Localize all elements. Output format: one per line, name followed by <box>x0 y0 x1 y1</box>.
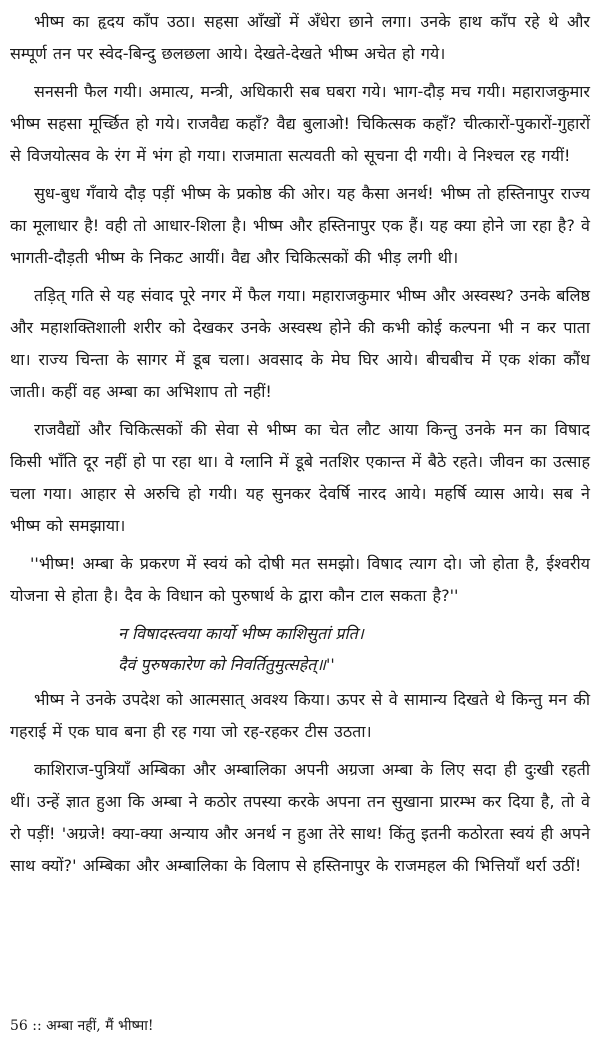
paragraph-quote: ''भीष्म! अम्बा के प्रकरण में स्वयं को दोषी मत समझो। विषाद त्याग दो। जो होता है, ईश्वरीय योजना से होता है। दैव के विधान को पुरुषार्थ के द्वारा कौन टाल सकता है?'' <box>10 554 590 605</box>
paragraph-8: काशिराज-पुत्रियाँ अम्बिका और अम्बालिका अपनी अग्रजा अम्बा के लिए सदा ही दुःखी रहती थीं। उन्हें ज्ञात हुआ कि अम्बा ने कठोर तपस्या करके अपना तन सुखाना प्रारम्भ कर दिया है, तो वे रो पड़ीं! 'अग्रजे! क्या-क्या अन्याय और अनर्थ न हुआ तेरे साथ! किंतु इतनी कठोरता स्वयं ही अपने साथ क्यों?' अम्बिका और अम्बालिका के विलाप से हस्तिनापुर के राजमहल की भित्तियाँ थर्रा उठीं! <box>10 760 590 875</box>
paragraph-1: भीष्म का हृदय काँप उठा। सहसा आँखों में अँधेरा छाने लगा। उनके हाथ काँप रहे थे और सम्पूर्ण तन पर स्वेद-बिन्दु छलछला आये। देखते-देखते भीष्म अचेत हो गये। <box>10 12 590 63</box>
paragraph-3: सुध-बुध गँवाये दौड़ पड़ीं भीष्म के प्रकोष्ठ की ओर। यह कैसा अनर्थ! भीष्म तो हस्तिनापुर राज्य का मूलाधार है! वही तो आधार-शिला है। भीष्म और हस्तिनापुर एक हैं। यह क्या होने जा रहा है? वे भागती-दौड़ती भीष्म के निकट आयीं। वैद्य और चिकित्सकों की भीड़ लगी थी। <box>10 184 590 267</box>
paragraph-5: राजवैद्यों और चिकित्सकों की सेवा से भीष्म का चेत लौट आया किन्तु उनके मन का विषाद किसी भाँति दूर नहीं हो पा रहा था। वे ग्लानि में डूबे नतशिर एकान्त में बैठे रहते। जीवन का उत्साह चला गया। आहार से अरुचि हो गयी। यह सुनकर देवर्षि नारद आये। महर्षि व्यास आये। सब ने भीष्म को समझाया। <box>10 420 590 535</box>
sanskrit-verse <box>10 618 590 680</box>
paragraph-7: भीष्म ने उनके उपदेश को आत्मसात् अवश्य किया। ऊपर से वे सामान्य दिखते थे किन्तु मन की गहराई में एक घाव बना ही रह गया जो रह-रहकर टीस उठता। <box>10 690 590 741</box>
paragraph-4: तड़ित् गति से यह संवाद पूरे नगर में फैल गया। महाराजकुमार भीष्म और अस्वस्थ? उनके बलिष्ठ और महाशक्तिशाली शरीर को देखकर उनके अस्वस्थ होने की कभी कोई कल्पना भी न कर पाता था। राज्य चिन्ता के सागर में डूब चला। अवसाद के मेघ घिर आये। बीचबीच में एक शंका कौंध जाती। कहीं वह अम्बा का अभिशाप तो नहीं! <box>10 286 590 401</box>
paragraph-2: सनसनी फैल गयी। अमात्य, मन्त्री, अधिकारी सब घबरा गये। भाग-दौड़ मच गयी। महाराजकुमार भीष्म सहसा मूर्च्छित हो गये। राजवैद्य कहाँ? वैद्य बुलाओ! चिकित्सक कहाँ? चीत्कारों-पुकारों-गुहारों से विजयोत्सव के रंग में भंग हो गया। राजमाता सत्यवती को सूचना दी गयी। वे निश्चल रह गयीं! <box>10 82 590 165</box>
page-footer: 56 :: अम्बा नहीं, मैं भीष्मा! <box>10 1018 154 1034</box>
verse-line-2: दैवं पुरुषकारेण को निवर्तितुमुत्सहेत्॥'' <box>118 655 335 674</box>
verse-line-1: न विषादस्त्वया कार्यो भीष्म काशिसुतां प्रति। <box>118 624 364 643</box>
